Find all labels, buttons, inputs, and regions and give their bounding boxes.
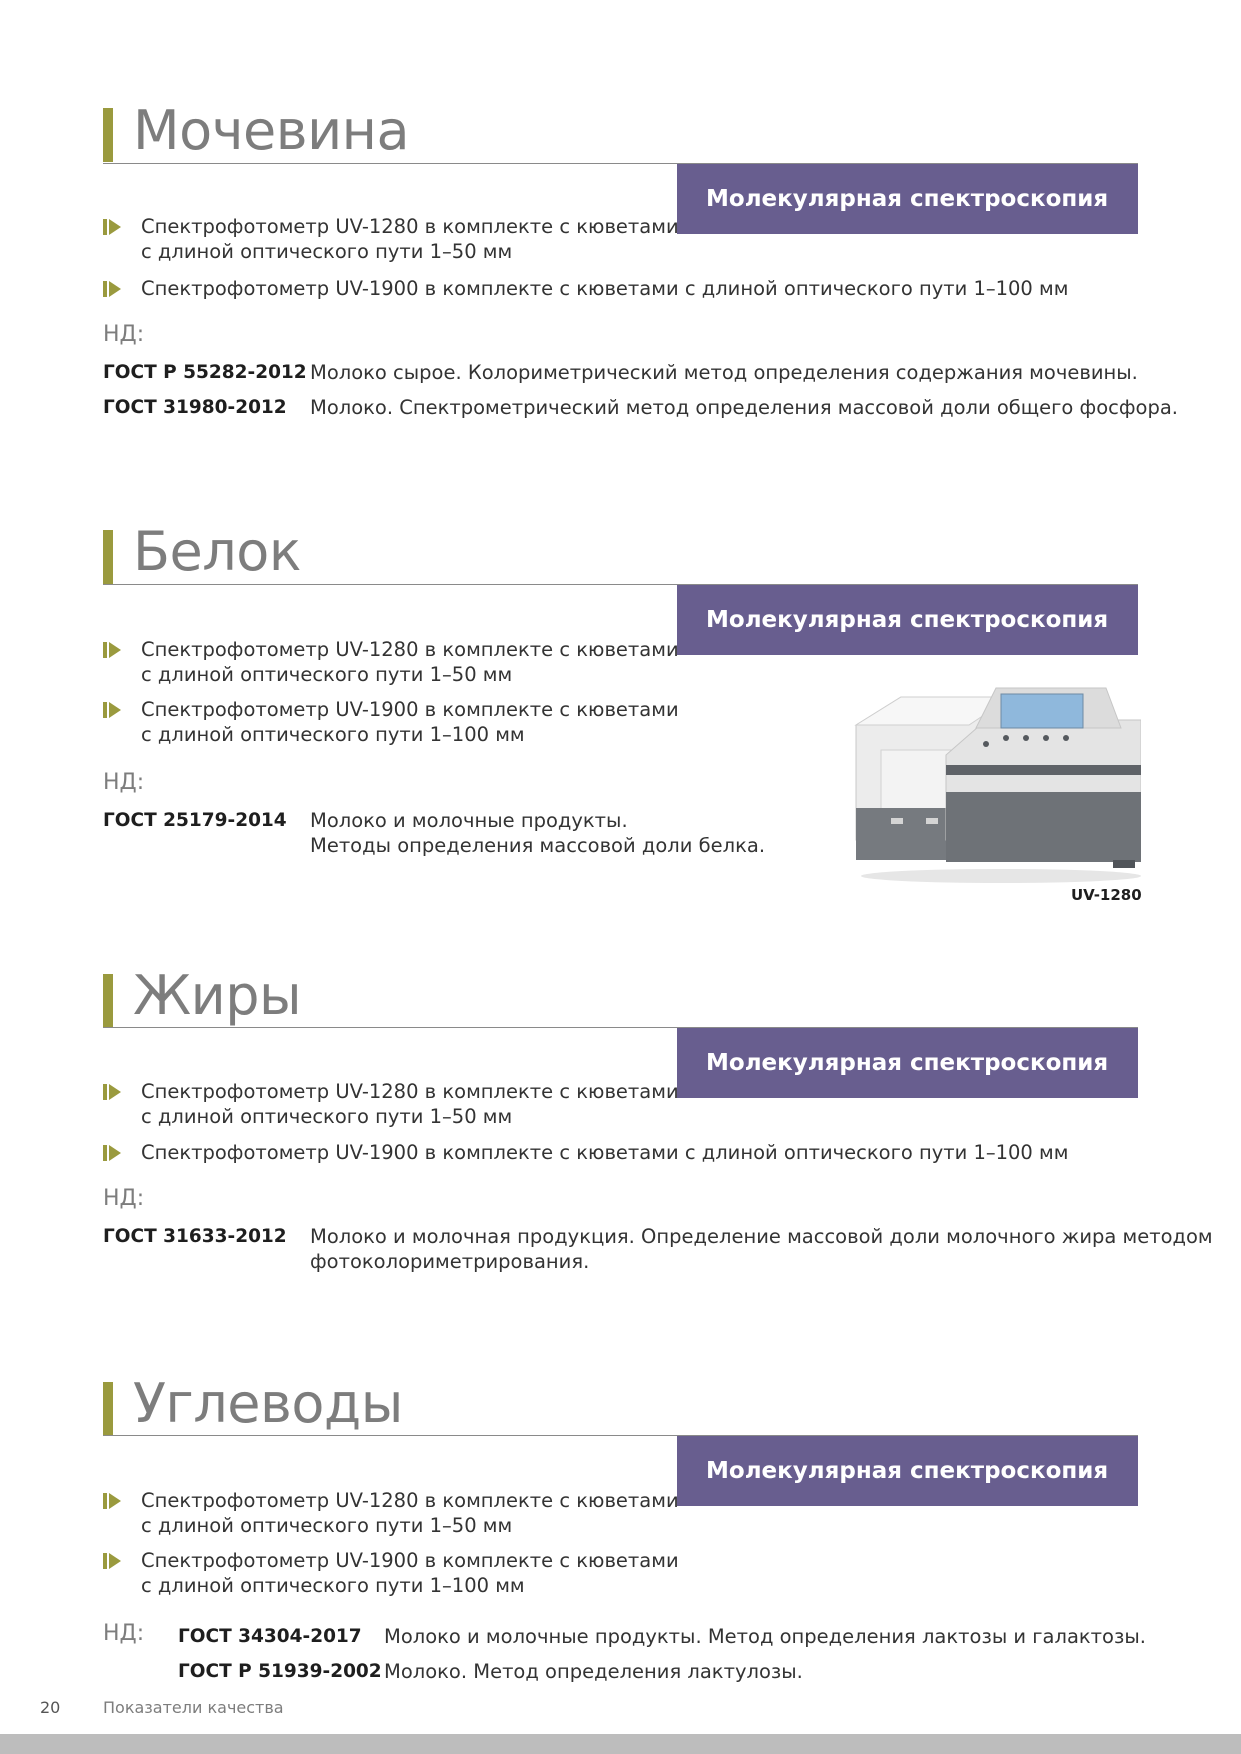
play-arrow-icon	[103, 702, 121, 718]
category-badge: Молекулярная спектроскопия	[677, 164, 1138, 234]
list-item-text: Спектрофотометр UV-1900 в комплекте с кюветами с длиной оптического пути 1–100 мм	[141, 698, 679, 746]
footer-bar	[0, 1734, 1241, 1754]
play-arrow-icon	[103, 1084, 121, 1100]
section-accent-bar	[103, 1382, 113, 1436]
list-item-text: Спектрофотометр UV-1900 в комплекте с кюветами с длиной оптического пути 1–100 мм	[141, 1549, 679, 1597]
section-title: Жиры	[133, 964, 302, 1027]
category-badge: Молекулярная спектроскопия	[677, 585, 1138, 655]
list-item-text: Спектрофотометр UV-1280 в комплекте с кюветами с длиной оптического пути 1–50 мм	[141, 1489, 679, 1537]
nd-label: НД:	[103, 322, 145, 347]
gost-code: ГОСТ 34304-2017	[178, 1626, 362, 1647]
category-badge: Молекулярная спектроскопия	[677, 1028, 1138, 1098]
section-accent-bar	[103, 974, 113, 1028]
gost-code: ГОСТ Р 51939-2002	[178, 1661, 382, 1682]
play-arrow-icon	[103, 1145, 121, 1161]
section-accent-bar	[103, 108, 113, 162]
gost-code: ГОСТ 31633-2012	[103, 1226, 287, 1247]
play-arrow-icon	[103, 1553, 121, 1569]
section-accent-bar	[103, 530, 113, 584]
category-badge: Молекулярная спектроскопия	[677, 1436, 1138, 1506]
nd-label: НД:	[103, 1621, 145, 1646]
footer-label: Показатели качества	[103, 1698, 284, 1717]
section-title: Углеводы	[133, 1372, 403, 1435]
nd-label: НД:	[103, 770, 145, 795]
gost-code: ГОСТ 25179-2014	[103, 810, 287, 831]
list-item-text: Спектрофотометр UV-1900 в комплекте с кюветами с длиной оптического пути 1–100 мм	[141, 277, 1069, 300]
play-arrow-icon	[103, 1493, 121, 1509]
gost-code: ГОСТ 31980-2012	[103, 397, 287, 418]
gost-description: Молоко и молочная продукция. Определение массовой доли молочного жира методом фотоколориметрирования.	[310, 1225, 1213, 1273]
gost-description: Молоко сырое. Колориметрический метод определения содержания мочевины.	[310, 361, 1138, 384]
play-arrow-icon	[103, 281, 121, 297]
play-arrow-icon	[103, 219, 121, 235]
image-caption: UV-1280	[1071, 886, 1142, 904]
list-item-text: Спектрофотометр UV-1900 в комплекте с кюветами с длиной оптического пути 1–100 мм	[141, 1141, 1069, 1164]
gost-code: ГОСТ Р 55282-2012	[103, 362, 307, 383]
play-arrow-icon	[103, 642, 121, 658]
gost-description: Молоко. Спектрометрический метод определения массовой доли общего фосфора.	[310, 396, 1178, 419]
gost-description: Молоко и молочные продукты. Методы определения массовой доли белка.	[310, 809, 766, 857]
gost-description: Молоко. Метод определения лактулозы.	[384, 1660, 803, 1683]
gost-description: Молоко и молочные продукты. Метод определения лактозы и галактозы.	[384, 1625, 1146, 1648]
section-title: Белок	[133, 520, 301, 583]
list-item-text: Спектрофотометр UV-1280 в комплекте с кюветами с длиной оптического пути 1–50 мм	[141, 215, 679, 263]
page-number: 20	[40, 1698, 61, 1717]
spectrophotometer-image	[851, 680, 1141, 885]
section-title: Мочевина	[133, 99, 410, 162]
list-item-text: Спектрофотометр UV-1280 в комплекте с кюветами с длиной оптического пути 1–50 мм	[141, 1080, 679, 1128]
list-item-text: Спектрофотометр UV-1280 в комплекте с кюветами с длиной оптического пути 1–50 мм	[141, 638, 679, 686]
nd-label: НД:	[103, 1186, 145, 1211]
